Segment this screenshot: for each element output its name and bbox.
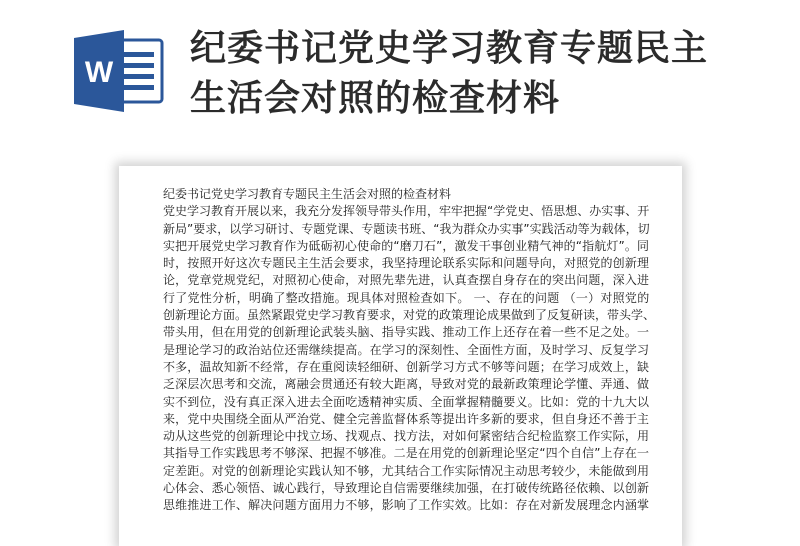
document-line: 新局”要求，以学习研讨、专题党课、专题读书班、“我为群众办实事”实践活动等为载体，切 <box>163 221 650 236</box>
document-page <box>119 166 682 546</box>
document-line: 动从这些党的创新理论中找立场、找观点、找方法，对如何紧密结合纪检监察工作实际，用 <box>163 429 649 444</box>
page-title: 纪委书记党史学习教育专题民主 生活会对照的检查材料 <box>190 28 709 119</box>
document-line: 定差距。对党的创新理论实践认知不够，尤其结合工作实际情况主动思考较少，未能做到用 <box>163 463 649 478</box>
document-line: 来，党中央围绕全面从严治党、健全完善监督体系等提出许多新的要求，但自身还不善于主 <box>163 411 649 426</box>
document-line: 党史学习教育开展以来，我充分发挥领导带头作用，牢牢把握“学党史、悟思想、办实事、开 <box>163 204 650 219</box>
document-line: 不多，温故知新不经常，存在重阅读轻细研、创新学习方式不够等问题；在学习成效上，缺 <box>163 359 649 374</box>
word-icon <box>74 30 164 112</box>
document-line: 带头用，但在用党的创新理论武装头脑、指导实践、推动工作上还存在着一些不足之处。一 <box>163 325 649 340</box>
document-line: 实把开展党史学习教育作为砥砺初心使命的“磨刀石”，激发干事创业精气神的“指航灯”。同 <box>163 238 649 253</box>
document-line: 其指导工作实践思考不够深、把握不够准。二是在用党的创新理论坚定“四个自信”上存在一 <box>163 446 649 461</box>
document-line: 时，按照开好这次专题民主生活会要求，我坚持理论联系实际和问题导向，对照党的创新理 <box>163 256 649 271</box>
word-icon-letter: W <box>84 56 114 89</box>
document-line: 是理论学习的政治站位还需继续提高。在学习的深刻性、全面性方面，及时学习、反复学习 <box>163 342 649 357</box>
document-line: 乏深层次思考和交流，离融会贯通还有较大距离，导致对党的最新政策理论学懂、弄通、做 <box>163 377 649 392</box>
document-line: 思维推进工作、解决问题方面用力不够，影响了工作实效。比如：存在对新发展理念内涵掌 <box>163 498 649 513</box>
document-line: 创新理论方面。虽然紧跟党史学习教育要求，对党的政策理论成果做到了反复研读，带头学、 <box>163 308 656 323</box>
document-heading: 纪委书记党史学习教育专题民主生活会对照的检查材料 <box>163 187 452 201</box>
document-line: 实不到位，没有真正深入进去全面吃透精神实质、全面掌握精髓要义。比如：党的十九大以 <box>163 394 649 409</box>
document-line: 心体会、悉心领悟、诚心践行，导致理论自信需要继续加强，在打破传统路径依赖、以创新 <box>163 481 649 496</box>
document-body <box>163 186 656 515</box>
document-line: 论，党章党规党纪，对照初心使命，对照先辈先进，认真查摆自身存在的突出问题，深入进 <box>163 273 649 288</box>
document-line: 行了党性分析，明确了整改措施。现具体对照检查如下。 一、存在的问题 （一）对照党的 <box>163 290 649 305</box>
